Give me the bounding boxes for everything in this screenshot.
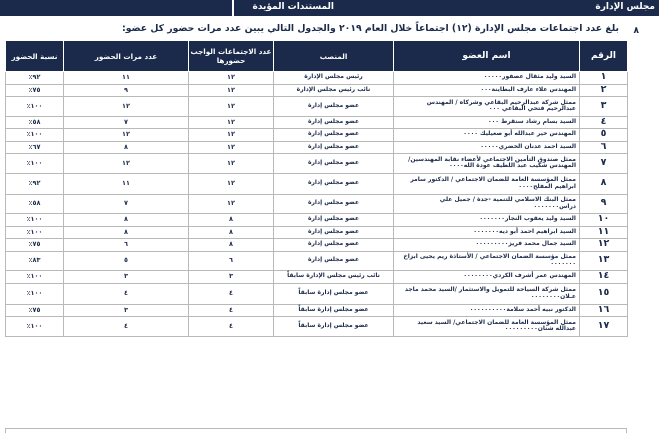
row-number: ١٧ [580, 317, 628, 337]
required-meetings: ١٢ [189, 129, 274, 142]
required-meetings: ٨ [189, 214, 274, 227]
required-meetings: ١٢ [189, 154, 274, 174]
attended-meetings: ١١ [64, 173, 189, 194]
member-position: نائب رئيس مجلس الإدارة سابقاً [274, 271, 394, 284]
attended-meetings: ١٢ [64, 97, 189, 117]
attendance-ratio: ١٠٠٪ [6, 154, 64, 174]
attended-meetings: ١١ [64, 72, 189, 85]
member-name: ممثل البنك الاسلامي للتنمية -جدة / جميل علي دراس٠٠٠٠٠٠٠ [394, 194, 580, 214]
header-index: الرقم [580, 41, 628, 72]
member-name: المهندس علاء عارف البطاينة٠٠٠ [394, 84, 580, 97]
required-meetings: ٨ [189, 226, 274, 239]
section-number: ٨ [633, 26, 639, 36]
header-divider [232, 0, 234, 16]
table-row [6, 271, 628, 284]
member-name: السيد ابراهيم احمد أبو ديه٠٠٠٠٠٠٠ [394, 226, 580, 239]
section-title: مجلس الإدارة [595, 2, 655, 12]
table-row [6, 194, 628, 214]
member-name: المهندس خير عبدالله أبو صعيليك ٠٠٠٠ [394, 129, 580, 142]
member-name: ممثل شركة عبدالرحيم البقاعي وشركاه / المهندس عبدالرحيم فتحي البقاعي ٠٠٠ [394, 97, 580, 117]
member-position: عضو مجلس إدارة [274, 97, 394, 117]
attendance-ratio: ٧٥٪ [6, 304, 64, 317]
attendance-ratio: ٩٢٪ [6, 72, 64, 85]
member-position: عضو مجلس إدارة [274, 154, 394, 174]
member-position: عضو مجلس إدارة [274, 214, 394, 227]
attendance-ratio: ١٠٠٪ [6, 97, 64, 117]
row-number: ٢ [580, 84, 628, 97]
member-position: عضو مجلس إدارة سابقاً [274, 283, 394, 304]
attendance-table [5, 40, 628, 337]
row-number: ١١ [580, 226, 628, 239]
attended-meetings: ٧ [64, 116, 189, 129]
header-required: عدد الاجتماعات الواجب حضورها [189, 41, 274, 72]
table-row [6, 214, 628, 227]
member-name: المهندس عمر أشرف الكردي٠٠٠٠٠٠٠٠ [394, 271, 580, 284]
top-header-bar [0, 0, 659, 16]
table-row [6, 129, 628, 142]
row-number: ١٠ [580, 214, 628, 227]
attended-meetings: ٨ [64, 214, 189, 227]
member-position: عضو مجلس إدارة [274, 116, 394, 129]
member-name: ممثل المؤسسة العامة للضمان الاجتماعي/ السيد سعيد عبدالله شنان٠٠٠٠٠٠٠٠٠ [394, 317, 580, 337]
required-meetings: ٣ [189, 271, 274, 284]
attended-meetings: ٥ [64, 251, 189, 271]
member-name: ممثل مؤسسة الضمان الاجتماعي / الأستاذة ريم يحيى ابزاخ ٠٠٠٠٠٠٠ [394, 251, 580, 271]
attended-meetings: ٣ [64, 271, 189, 284]
table-row [6, 154, 628, 174]
row-number: ٣ [580, 97, 628, 117]
required-meetings: ١٢ [189, 72, 274, 85]
member-position: عضو مجلس إدارة [274, 239, 394, 252]
attendance-ratio: ١٠٠٪ [6, 317, 64, 337]
member-position: رئيس مجلس الإدارة [274, 72, 394, 85]
required-meetings: ١٢ [189, 141, 274, 154]
required-meetings: ١٢ [189, 97, 274, 117]
member-position: عضو مجلس إدارة [274, 251, 394, 271]
member-name: الدكتور نبيه أحمد سلامة٠٠٠٠٠٠٠٠٠٠ [394, 304, 580, 317]
member-name: ممثل شركة السياحة للتمويل والاستثمار /السيد محمد ماجد عـلان٠٠٠٠٠٠٠٠ [394, 283, 580, 304]
member-position: عضو مجلس إدارة [274, 194, 394, 214]
documents-title: المستندات المؤيدة [252, 2, 334, 12]
member-name: السيد وليد يعقوب النجار٠٠٠٠٠٠٠ [394, 214, 580, 227]
attendance-ratio: ٦٧٪ [6, 141, 64, 154]
table-row [6, 283, 628, 304]
table-continuation [5, 428, 627, 433]
attended-meetings: ٣ [64, 304, 189, 317]
attended-meetings: ٨ [64, 141, 189, 154]
attended-meetings: ٧ [64, 194, 189, 214]
member-name: ممثل صندوق التأمين الاجتماعي لأعضاء نقابة المهندسين/ المهندس شكيب عبد اللطيف عودة الله٠٠٠٠ [394, 154, 580, 174]
member-name: ممثل المؤسسة العامة للضمان الاجتماعي / الدكتور سامر ابراهيم المفلح٠٠٠٠ [394, 173, 580, 194]
required-meetings: ٤ [189, 317, 274, 337]
header-attended: عدد مرات الحضور [64, 41, 189, 72]
member-position: عضو مجلس إدارة سابقاً [274, 317, 394, 337]
row-number: ١٦ [580, 304, 628, 317]
row-number: ١ [580, 72, 628, 85]
row-number: ٩ [580, 194, 628, 214]
row-number: ٧ [580, 154, 628, 174]
attendance-ratio: ٩٢٪ [6, 173, 64, 194]
header-member: اسم العضو [394, 41, 580, 72]
attended-meetings: ٤ [64, 317, 189, 337]
member-position: عضو مجلس إدارة [274, 226, 394, 239]
required-meetings: ١٢ [189, 173, 274, 194]
attended-meetings: ٤ [64, 283, 189, 304]
table-row [6, 97, 628, 117]
table-row [6, 239, 628, 252]
attendance-ratio: ٥٨٪ [6, 194, 64, 214]
table-row [6, 141, 628, 154]
attended-meetings: ٦ [64, 239, 189, 252]
table-header-row [6, 41, 628, 72]
attendance-ratio: ١٠٠٪ [6, 271, 64, 284]
attendance-ratio: ٥٨٪ [6, 116, 64, 129]
header-ratio: نسبة الحضور [6, 41, 64, 72]
required-meetings: ٤ [189, 304, 274, 317]
member-position: عضو مجلس إدارة [274, 129, 394, 142]
attended-meetings: ١٢ [64, 129, 189, 142]
attended-meetings: ٩ [64, 84, 189, 97]
table-row [6, 84, 628, 97]
row-number: ٤ [580, 116, 628, 129]
table-row [6, 173, 628, 194]
attendance-ratio: ١٠٠٪ [6, 226, 64, 239]
required-meetings: ٨ [189, 239, 274, 252]
member-name: السيد جمال محمد فريز٠٠٠٠٠٠٠٠٠ [394, 239, 580, 252]
attendance-ratio: ٧٥٪ [6, 84, 64, 97]
required-meetings: ١٢ [189, 116, 274, 129]
attendance-ratio: ٨٣٪ [6, 251, 64, 271]
attendance-ratio: ١٠٠٪ [6, 129, 64, 142]
intro-text: بلغ عدد اجتماعات مجلس الإدارة (١٢) اجتماعاً خلال العام ٢٠١٩ والجدول التالي يبين عدد مرات حضور كل عضو: [122, 23, 619, 34]
required-meetings: ١٢ [189, 194, 274, 214]
attended-meetings: ١٢ [64, 154, 189, 174]
table-row [6, 116, 628, 129]
member-name: السيد احمد عدنان الخضري٠٠٠٠٠ [394, 141, 580, 154]
row-number: ٥ [580, 129, 628, 142]
attendance-ratio: ٧٥٪ [6, 239, 64, 252]
row-number: ٨ [580, 173, 628, 194]
member-position: عضو مجلس إدارة سابقاً [274, 304, 394, 317]
table-row [6, 226, 628, 239]
attendance-ratio: ١٠٠٪ [6, 214, 64, 227]
attendance-ratio: ١٠٠٪ [6, 283, 64, 304]
required-meetings: ٦ [189, 251, 274, 271]
member-position: عضو مجلس إدارة [274, 173, 394, 194]
row-number: ٦ [580, 141, 628, 154]
member-name: السيد بسام رشاد سنقرط ٠٠٠ [394, 116, 580, 129]
row-number: ١٣ [580, 251, 628, 271]
table-row [6, 72, 628, 85]
required-meetings: ٤ [189, 283, 274, 304]
attended-meetings: ٨ [64, 226, 189, 239]
table-row [6, 251, 628, 271]
member-position: نائب رئيس مجلس الإدارة [274, 84, 394, 97]
row-number: ١٥ [580, 283, 628, 304]
table-row [6, 317, 628, 337]
table-row [6, 304, 628, 317]
member-position: عضو مجلس إدارة [274, 141, 394, 154]
member-name: السيد وليد مثقال عصفور٠٠٠٠٠ [394, 72, 580, 85]
row-number: ١٢ [580, 239, 628, 252]
header-position: المنصب [274, 41, 394, 72]
row-number: ١٤ [580, 271, 628, 284]
required-meetings: ١٢ [189, 84, 274, 97]
